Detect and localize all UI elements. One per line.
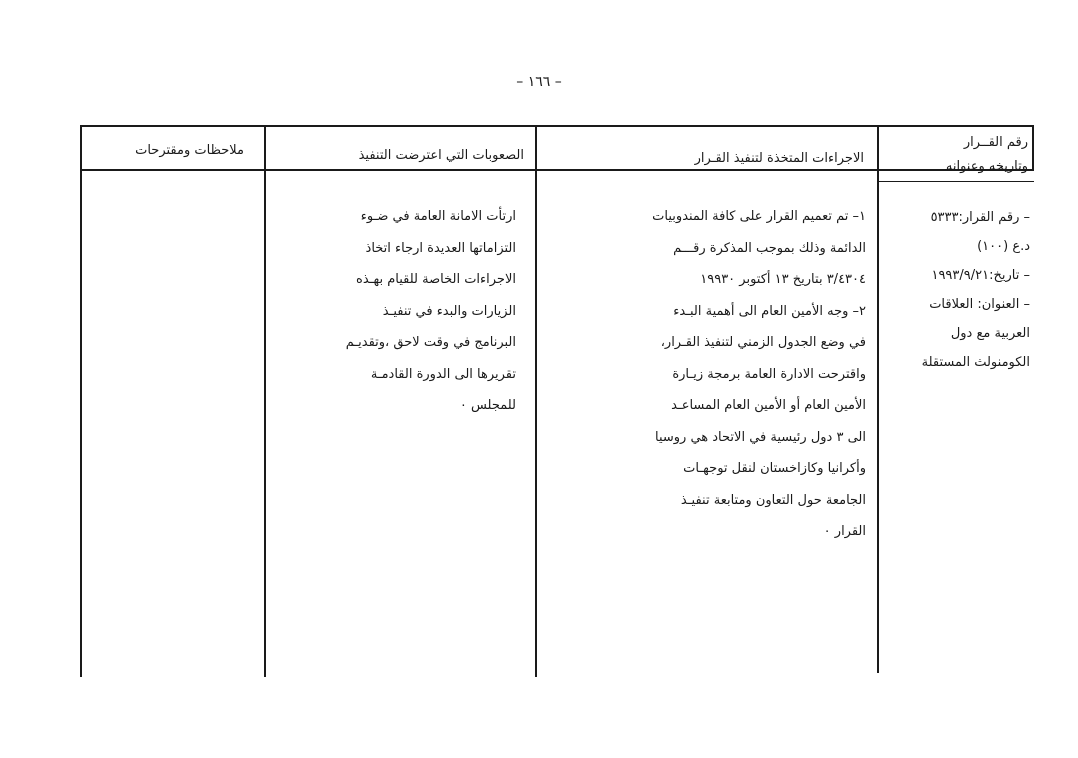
- action-line: القرار ٠: [823, 524, 866, 539]
- header-difficulties: الصعوبات التي اعترضت التنفيذ: [358, 148, 524, 163]
- cell-decision-details: [882, 203, 1030, 377]
- difficulty-line: ارتأت الامانة العامة في ضـوء: [360, 209, 516, 224]
- difficulty-line: تقريرها الى الدورة القادمـة: [370, 366, 516, 382]
- action-line: الدائمة وذلك بموجب المذكرة رقـــم: [673, 240, 866, 256]
- decision-line: العربية مع دول: [950, 326, 1030, 341]
- header-actions-taken: الاجراءات المتخذة لتنفيذ القـرار: [694, 151, 864, 166]
- action-line: وأكرانيا وكازاخستان لنقل توجهـات: [683, 461, 866, 476]
- decision-line: – تاريخ:١٩٩٣/٩/٢١: [931, 268, 1030, 283]
- action-line: ١– تم تعميم القرار على كافة المندوبيات: [652, 209, 866, 224]
- action-line: واقترحت الادارة العامة برمجة زيـارة: [672, 366, 866, 382]
- page-number: – ١٦٦ –: [516, 74, 562, 90]
- difficulty-line: للمجلس ٠: [459, 398, 516, 413]
- header-divider-double: [877, 181, 1034, 182]
- decisions-table: [80, 125, 1034, 677]
- action-line: الأمين العام أو الأمين العام المساعـد: [671, 398, 866, 413]
- action-line: الى ٣ دول رئيسية في الاتحاد هي روسيا: [654, 429, 866, 445]
- column-border-right: [1032, 125, 1034, 169]
- column-divider-2-1: [877, 125, 879, 673]
- difficulty-line: البرنامج في وقت لاحق ،وتقديـم: [345, 335, 516, 350]
- column-border-left: [80, 125, 82, 677]
- cell-difficulties: [276, 201, 516, 422]
- difficulty-line: الاجراءات الخاصة للقيام بهـذه: [356, 272, 516, 287]
- decision-line: الكومنولث المستقلة: [921, 355, 1030, 370]
- column-divider-4-3: [264, 125, 266, 677]
- decision-line: – العنوان: العلاقات: [929, 297, 1030, 312]
- action-line: ٣/٤٣٠٤ بتاريخ ١٣ أكتوبر ١٩٩٣٠: [700, 272, 866, 287]
- action-line: في وضع الجدول الزمني لتنفيذ القـرار،: [660, 335, 866, 350]
- header-decision-number-line2: وتاريخه وعنوانه: [945, 159, 1028, 174]
- table-top-border: [80, 125, 1034, 127]
- decision-line: – رقم القرار:٥٣٣٣: [930, 210, 1030, 225]
- column-divider-3-2: [535, 125, 537, 677]
- difficulty-line: الزيارات والبدء في تنفيـذ: [382, 303, 516, 319]
- cell-actions-taken: [548, 201, 866, 548]
- difficulty-line: التزاماتها العديدة ارجاء اتخاذ: [365, 240, 516, 256]
- action-line: الجامعة حول التعاون ومتابعة تنفيـذ: [680, 492, 866, 508]
- header-decision-number-line1: رقم القــرار: [963, 135, 1028, 150]
- header-remarks: ملاحظات ومقترحات: [135, 143, 244, 158]
- header-decision-number: [888, 131, 1028, 179]
- decision-line: د.ع (١٠٠): [977, 239, 1030, 254]
- action-line: ٢– وجه الأمين العام الى أهمية البـدء: [673, 303, 866, 319]
